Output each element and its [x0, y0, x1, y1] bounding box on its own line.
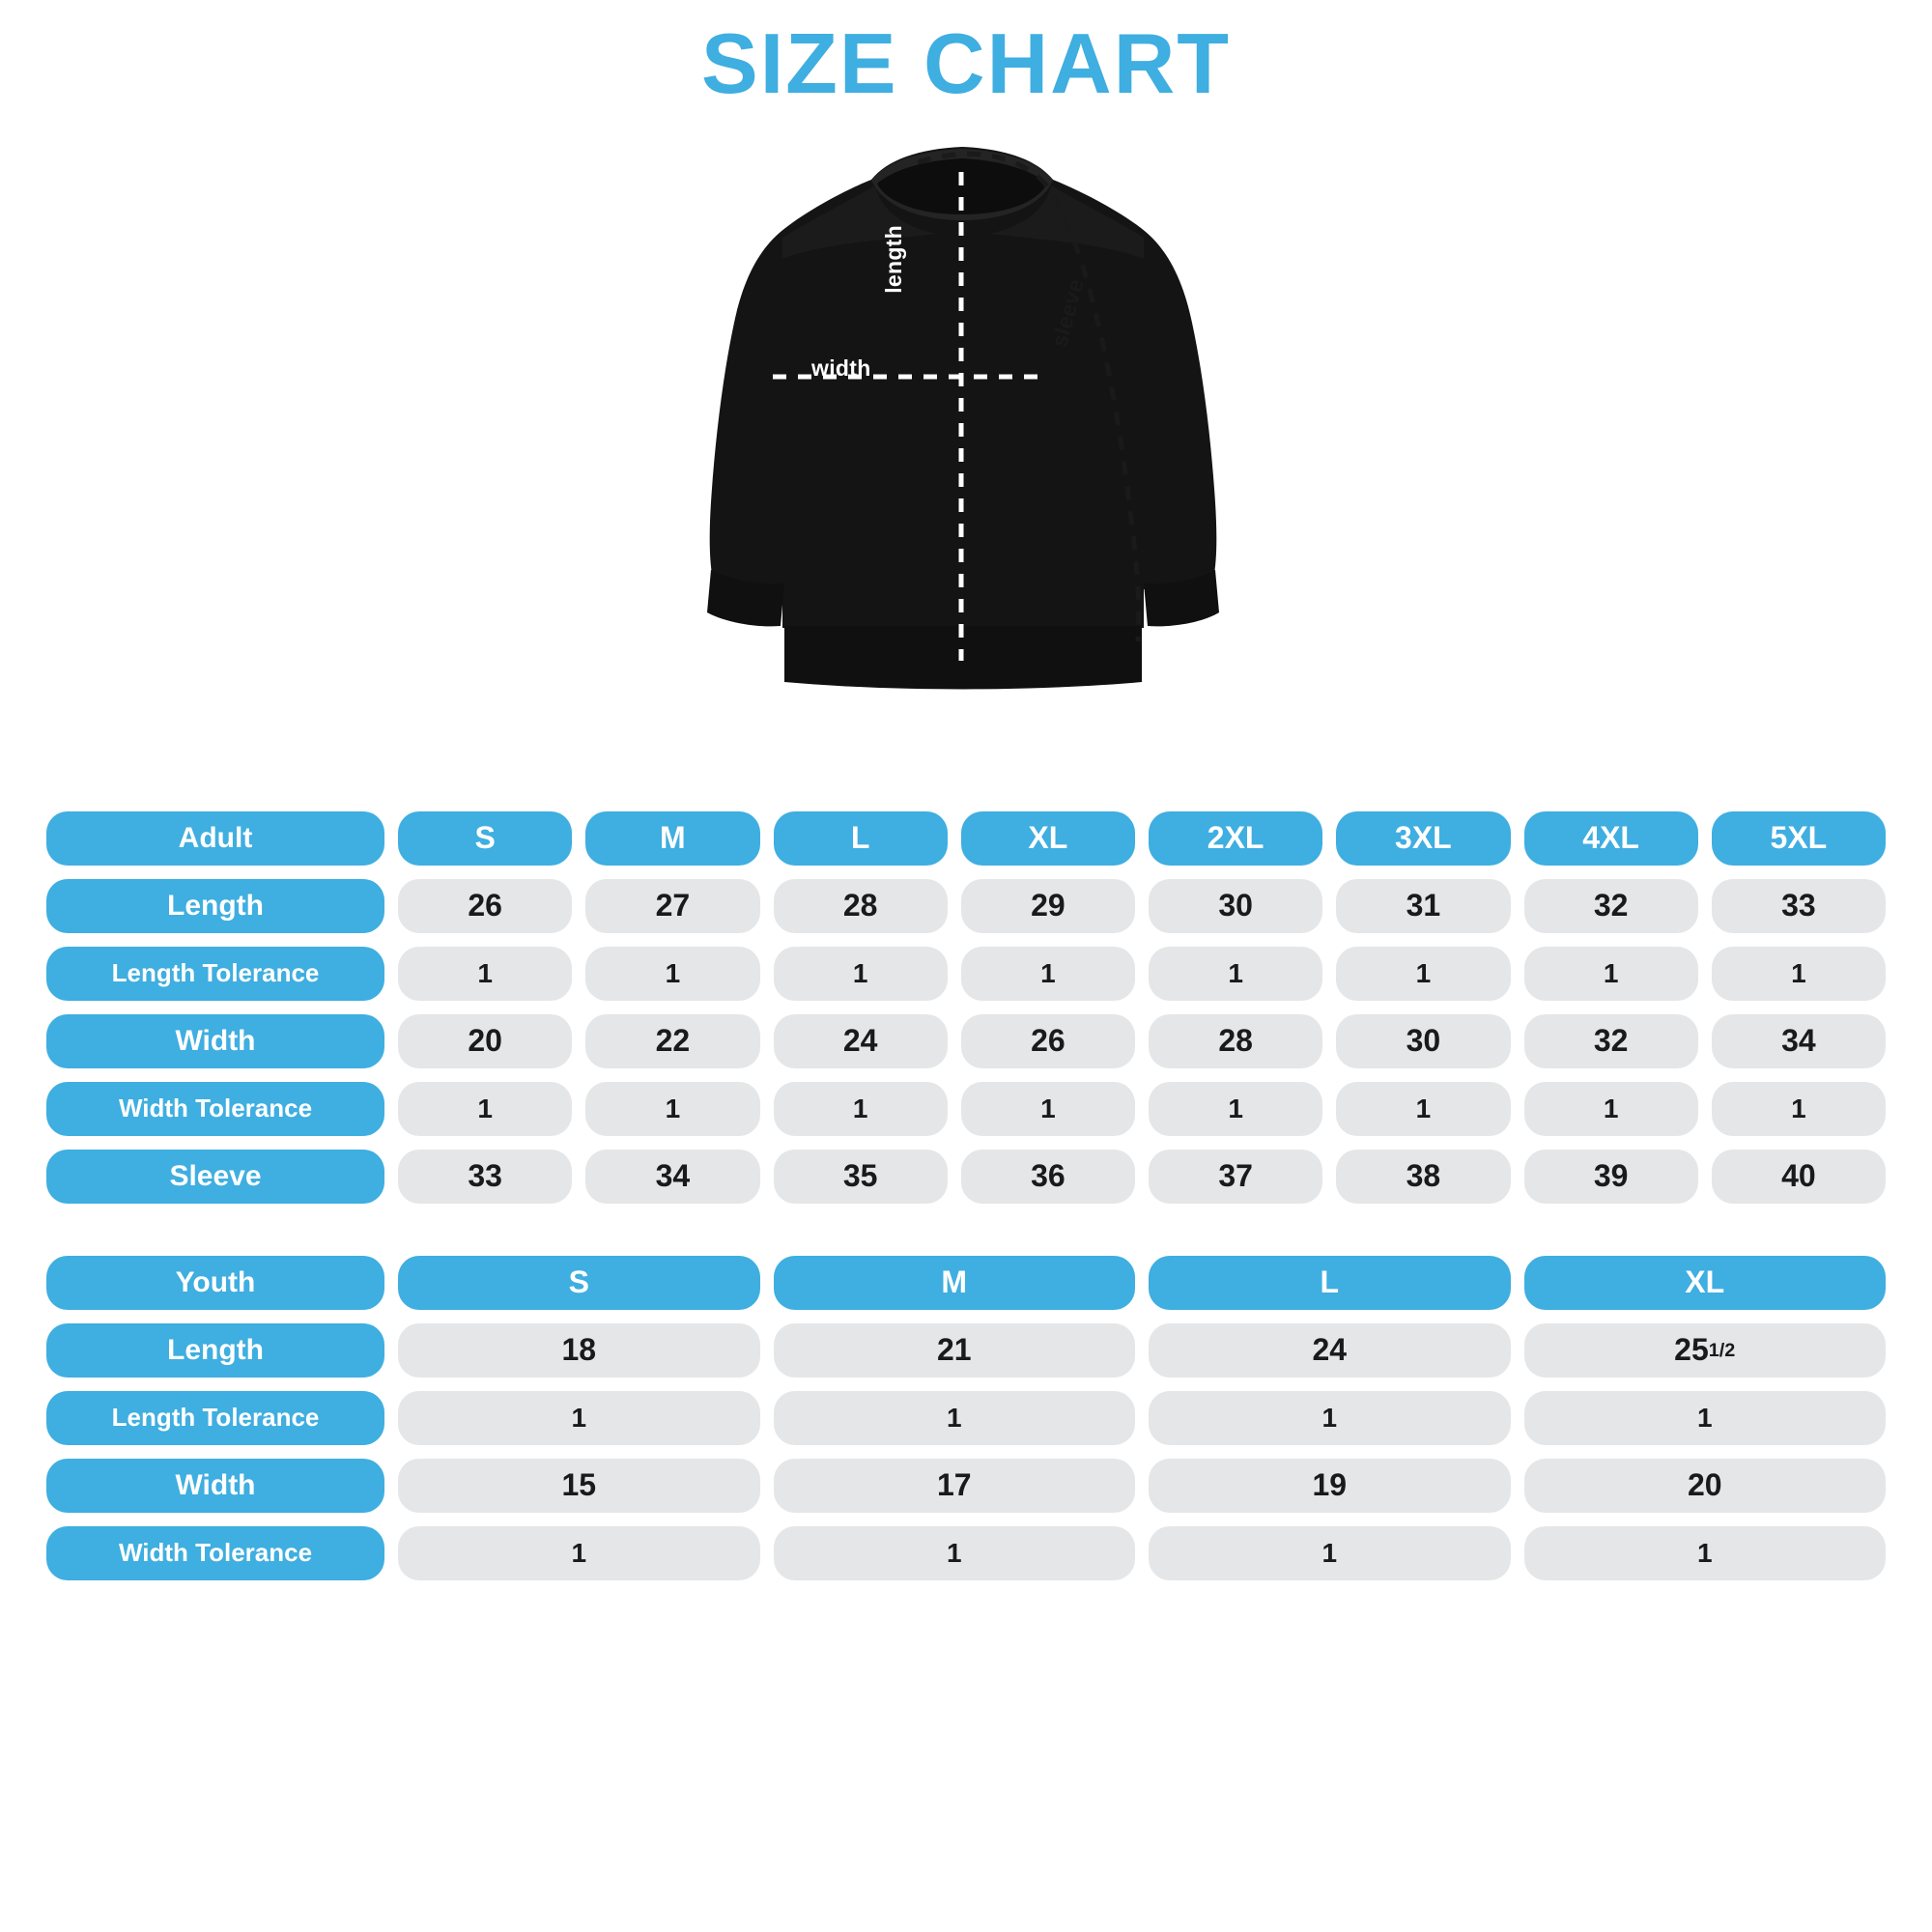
adult-col-2xl: 2XL: [1149, 811, 1322, 866]
adult-length-tol-s: 1: [398, 947, 572, 1001]
adult-row-label-length: Length: [46, 879, 384, 933]
adult-length-s: 26: [398, 879, 572, 933]
adult-length-3xl: 31: [1336, 879, 1510, 933]
table-row: [46, 1150, 1886, 1204]
width-dimension-label: width: [811, 355, 871, 381]
youth-row-label-width-tolerance: Width Tolerance: [46, 1526, 384, 1580]
youth-width-tol-xl: 1: [1524, 1526, 1887, 1580]
adult-length-tol-2xl: 1: [1149, 947, 1322, 1001]
adult-width-3xl: 30: [1336, 1014, 1510, 1068]
sweatshirt-svg: [628, 124, 1304, 790]
adult-col-s: S: [398, 811, 572, 866]
adult-length-tol-4xl: 1: [1524, 947, 1698, 1001]
adult-length-xl: 29: [961, 879, 1135, 933]
youth-length-s: 18: [398, 1323, 760, 1378]
adult-row-label-width-tolerance: Width Tolerance: [46, 1082, 384, 1136]
adult-width-l: 24: [774, 1014, 948, 1068]
table-row: [46, 1391, 1886, 1445]
adult-width-s: 20: [398, 1014, 572, 1068]
fraction-one-half: 1/2: [1708, 1339, 1736, 1361]
adult-length-tol-m: 1: [585, 947, 759, 1001]
adult-width-2xl: 28: [1149, 1014, 1322, 1068]
youth-col-m: M: [774, 1256, 1136, 1310]
adult-length-5xl: 33: [1712, 879, 1886, 933]
adult-sleeve-s: 33: [398, 1150, 572, 1204]
adult-width-4xl: 32: [1524, 1014, 1698, 1068]
youth-row-label-length-tolerance: Length Tolerance: [46, 1391, 384, 1445]
adult-length-l: 28: [774, 879, 948, 933]
table-spacer: [0, 1217, 1932, 1256]
youth-width-tol-s: 1: [398, 1526, 760, 1580]
youth-col-s: S: [398, 1256, 760, 1310]
adult-width-m: 22: [585, 1014, 759, 1068]
table-row: [46, 879, 1886, 933]
adult-sleeve-m: 34: [585, 1150, 759, 1204]
adult-width-xl: 26: [961, 1014, 1135, 1068]
adult-width-5xl: 34: [1712, 1014, 1886, 1068]
adult-col-3xl: 3XL: [1336, 811, 1510, 866]
adult-length-tol-l: 1: [774, 947, 948, 1001]
adult-sleeve-xl: 36: [961, 1150, 1135, 1204]
adult-width-tol-l: 1: [774, 1082, 948, 1136]
adult-col-5xl: 5XL: [1712, 811, 1886, 866]
adult-header-row: [46, 811, 1886, 866]
youth-header-label: Youth: [46, 1256, 384, 1310]
adult-sleeve-4xl: 39: [1524, 1150, 1698, 1204]
youth-width-tol-l: 1: [1149, 1526, 1511, 1580]
adult-sleeve-3xl: 38: [1336, 1150, 1510, 1204]
youth-length-tol-xl: 1: [1524, 1391, 1887, 1445]
table-row: [46, 1014, 1886, 1068]
length-dimension-label: length: [881, 225, 906, 294]
table-row: [46, 947, 1886, 1001]
adult-row-label-width: Width: [46, 1014, 384, 1068]
youth-length-tol-s: 1: [398, 1391, 760, 1445]
page-title: SIZE CHART: [701, 15, 1231, 111]
youth-length-tol-m: 1: [774, 1391, 1136, 1445]
adult-width-tol-5xl: 1: [1712, 1082, 1886, 1136]
adult-row-label-sleeve: Sleeve: [46, 1150, 384, 1204]
adult-col-4xl: 4XL: [1524, 811, 1698, 866]
adult-length-m: 27: [585, 879, 759, 933]
youth-size-table: [0, 1256, 1932, 1580]
table-row: [46, 1526, 1886, 1580]
adult-width-tol-3xl: 1: [1336, 1082, 1510, 1136]
adult-header-label: Adult: [46, 811, 384, 866]
adult-length-tol-5xl: 1: [1712, 947, 1886, 1001]
garment-illustration: [628, 124, 1304, 790]
adult-sleeve-5xl: 40: [1712, 1150, 1886, 1204]
adult-size-table: [0, 811, 1932, 1204]
youth-col-xl: XL: [1524, 1256, 1887, 1310]
adult-col-xl: XL: [961, 811, 1135, 866]
sleeve-dimension-label: sleeve: [1046, 275, 1089, 351]
youth-width-s: 15: [398, 1459, 760, 1513]
youth-length-xl: 25 1/2: [1524, 1323, 1887, 1378]
adult-col-m: M: [585, 811, 759, 866]
table-row: [46, 1459, 1886, 1513]
adult-sleeve-l: 35: [774, 1150, 948, 1204]
youth-width-xl: 20: [1524, 1459, 1887, 1513]
youth-length-m: 21: [774, 1323, 1136, 1378]
youth-col-l: L: [1149, 1256, 1511, 1310]
youth-width-l: 19: [1149, 1459, 1511, 1513]
adult-length-4xl: 32: [1524, 879, 1698, 933]
adult-length-tol-xl: 1: [961, 947, 1135, 1001]
adult-width-tol-4xl: 1: [1524, 1082, 1698, 1136]
table-row: [46, 1082, 1886, 1136]
adult-length-tol-3xl: 1: [1336, 947, 1510, 1001]
adult-sleeve-2xl: 37: [1149, 1150, 1322, 1204]
youth-row-label-length: Length: [46, 1323, 384, 1378]
adult-width-tol-s: 1: [398, 1082, 572, 1136]
adult-col-l: L: [774, 811, 948, 866]
youth-width-m: 17: [774, 1459, 1136, 1513]
adult-width-tol-m: 1: [585, 1082, 759, 1136]
adult-width-tol-2xl: 1: [1149, 1082, 1322, 1136]
table-row: [46, 1323, 1886, 1378]
youth-width-tol-m: 1: [774, 1526, 1136, 1580]
youth-header-row: [46, 1256, 1886, 1310]
youth-row-label-width: Width: [46, 1459, 384, 1513]
youth-length-tol-l: 1: [1149, 1391, 1511, 1445]
adult-width-tol-xl: 1: [961, 1082, 1135, 1136]
youth-length-l: 24: [1149, 1323, 1511, 1378]
adult-length-2xl: 30: [1149, 879, 1322, 933]
adult-row-label-length-tolerance: Length Tolerance: [46, 947, 384, 1001]
